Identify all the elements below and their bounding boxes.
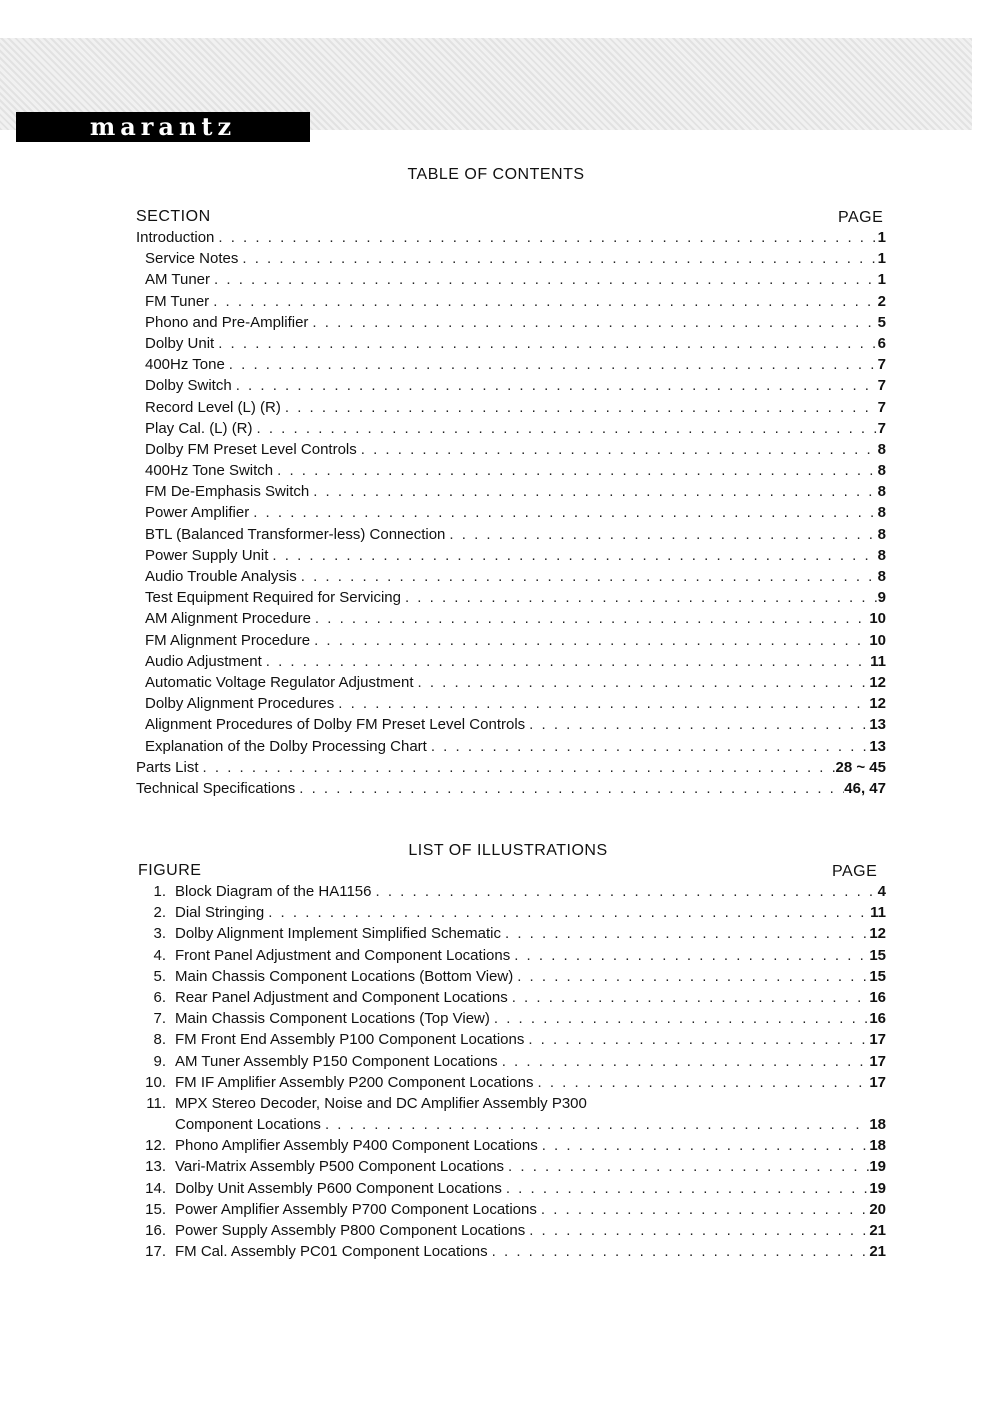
- dot-leader: [524, 1031, 869, 1048]
- toc-entry-label: Power Supply Unit: [145, 546, 269, 564]
- figure-entry: [136, 1010, 886, 1031]
- toc-page-number: 46, 47: [844, 779, 886, 797]
- toc-entry: [136, 420, 886, 441]
- figure-page-number: 12: [869, 925, 886, 943]
- figure-label: Power Supply Assembly P800 Component Locations: [175, 1222, 526, 1239]
- toc-entry: [136, 293, 886, 314]
- dot-leader: [513, 968, 869, 985]
- toc-page-number: 5: [877, 313, 886, 331]
- dot-leader: [232, 377, 878, 394]
- dot-leader: [210, 271, 878, 288]
- toc-entry: [136, 610, 886, 631]
- figure-number: 8.: [153, 1031, 166, 1049]
- dot-leader: [321, 1116, 869, 1133]
- toc-entry: [136, 356, 886, 377]
- toc-entry: [136, 653, 886, 674]
- dot-leader: [414, 674, 870, 691]
- figure-label: AM Tuner Assembly P150 Component Locations: [175, 1052, 498, 1070]
- figure-number: 6.: [153, 988, 166, 1006]
- dot-leader: [253, 420, 878, 437]
- toc-entry: [136, 250, 886, 271]
- toc-page-number: 7: [877, 356, 886, 374]
- toc-entry-label: Record Level (L) (R): [145, 398, 281, 416]
- dot-leader: [502, 1180, 869, 1197]
- toc-entry: [136, 632, 886, 653]
- figure-entry: [136, 1222, 886, 1243]
- figure-entry: [136, 1137, 886, 1158]
- figure-page-number: 11: [870, 904, 886, 922]
- figure-label: Block Diagram of the HA1156: [175, 883, 372, 900]
- dot-leader: [538, 1137, 870, 1154]
- brand-logo: [16, 112, 310, 142]
- toc-entry: [136, 462, 886, 483]
- figure-page-number: 19: [869, 1179, 886, 1197]
- toc-entry: [136, 441, 886, 462]
- toc-entry-label: Technical Specifications: [136, 779, 296, 797]
- toc-entry-label: Service Notes: [145, 250, 239, 268]
- figure-page-number: 17: [869, 1052, 886, 1070]
- toc-page-number: 7: [877, 419, 886, 437]
- dot-leader: [510, 947, 869, 964]
- toc-entry-label: AM Tuner: [145, 271, 211, 289]
- toc-entry: [136, 738, 886, 759]
- figure-page-number: 19: [869, 1158, 886, 1176]
- dot-leader: [214, 335, 877, 352]
- figure-number: 4.: [153, 946, 166, 964]
- toc-entry: [136, 335, 886, 356]
- dot-leader: [490, 1010, 869, 1027]
- toc-entry: [136, 759, 886, 780]
- toc-entry: [136, 526, 886, 547]
- figure-entry: [136, 947, 886, 968]
- illustrations-list: [136, 883, 886, 1264]
- toc-entry-label: Dolby FM Preset Level Controls: [145, 440, 357, 458]
- figure-entry: [136, 989, 886, 1010]
- figure-label: FM IF Amplifier Assembly P200 Component Locations: [175, 1073, 534, 1091]
- figure-label: Vari-Matrix Assembly P500 Component Locations: [175, 1158, 505, 1176]
- figure-label: Dolby Alignment Implement Simplified Schematic: [175, 925, 501, 943]
- toc-title: TABLE OF CONTENTS: [407, 166, 585, 183]
- figure-number: 16.: [145, 1222, 166, 1239]
- figure-number: 10.: [145, 1073, 166, 1091]
- toc-entry-label: Automatic Voltage Regulator Adjustment: [145, 673, 414, 691]
- toc-page-number: 13: [869, 737, 886, 755]
- toc-entry-label: Alignment Procedures of Dolby FM Preset Level Controls: [145, 716, 526, 734]
- figure-label: Main Chassis Component Locations (Bottom View): [175, 967, 514, 985]
- figure-entry: [136, 968, 886, 989]
- figure-number: 13.: [145, 1158, 166, 1176]
- toc-entry-label: FM De-Emphasis Switch: [145, 483, 310, 501]
- figure-label: Dolby Unit Assembly P600 Component Locations: [175, 1179, 502, 1197]
- dot-leader: [311, 610, 869, 627]
- figure-entry: [136, 1243, 886, 1264]
- dot-leader: [308, 314, 877, 331]
- dot-leader: [297, 568, 878, 585]
- dot-leader: [534, 1074, 870, 1091]
- illustrations-page-header: PAGE: [832, 863, 878, 880]
- toc-entry-label: BTL (Balanced Transformer-less) Connection: [145, 525, 446, 543]
- toc-entry-label: Power Amplifier: [145, 504, 250, 522]
- figure-number: 14.: [145, 1179, 166, 1197]
- toc-entry: [136, 377, 886, 398]
- toc-entry-label: AM Alignment Procedure: [145, 610, 311, 628]
- figure-page-number: 18: [869, 1116, 886, 1134]
- toc-entry: [136, 504, 886, 525]
- toc-page-number: 1: [877, 250, 886, 268]
- toc-page-number: 1: [877, 229, 886, 246]
- figure-page-number: 4: [877, 883, 886, 900]
- toc-entry: [136, 483, 886, 504]
- figure-entry: [136, 1180, 886, 1201]
- toc-page-number: 8: [877, 525, 886, 543]
- dot-leader: [537, 1201, 869, 1218]
- dot-leader: [501, 925, 869, 942]
- figure-number: 5.: [153, 967, 166, 985]
- figure-number: 11.: [146, 1094, 166, 1112]
- toc-entry-label: Phono and Pre-Amplifier: [145, 313, 309, 331]
- toc-entry: [136, 695, 886, 716]
- toc-page-number: 1: [877, 271, 886, 289]
- dot-leader: [262, 653, 870, 670]
- figure-number: 17.: [145, 1243, 166, 1261]
- toc-list: [136, 229, 886, 801]
- figure-label: Phono Amplifier Assembly P400 Component Locations: [175, 1137, 538, 1155]
- dot-leader: [214, 229, 877, 246]
- figure-label: Dial Stringing: [175, 904, 265, 922]
- figure-number: 1.: [153, 883, 166, 900]
- toc-entry-label: Audio Trouble Analysis: [145, 568, 297, 585]
- toc-entry-label: FM Tuner: [145, 292, 210, 310]
- figure-label: FM Front End Assembly P100 Component Locations: [175, 1031, 525, 1049]
- toc-entry-label: Play Cal. (L) (R): [145, 419, 253, 437]
- figure-label: FM Cal. Assembly PC01 Component Locations: [175, 1243, 488, 1261]
- toc-entry: [136, 229, 886, 250]
- figure-number: 15.: [145, 1200, 166, 1218]
- dot-leader: [504, 1158, 869, 1175]
- toc-page-number: 13: [869, 716, 886, 734]
- figure-page-number: 17: [869, 1031, 886, 1049]
- toc-entry: [136, 568, 886, 589]
- brand-logo-text: marantz: [89, 112, 237, 141]
- dot-leader: [249, 504, 877, 521]
- dot-leader: [445, 526, 877, 543]
- figure-label: Front Panel Adjustment and Component Locations: [175, 946, 511, 964]
- figure-label: Rear Panel Adjustment and Component Locations: [175, 988, 508, 1006]
- toc-entry: [136, 716, 886, 737]
- toc-section-header: SECTION: [136, 208, 211, 225]
- dot-leader: [238, 250, 877, 267]
- toc-entry: [136, 314, 886, 335]
- toc-page-number: 10: [869, 631, 886, 649]
- figure-header: FIGURE: [138, 862, 202, 879]
- figure-entry: [136, 883, 886, 904]
- figure-number: 3.: [153, 925, 166, 943]
- toc-page-number: 6: [877, 334, 886, 352]
- figure-entry: [136, 925, 886, 946]
- toc-page-number: 28 ~ 45: [835, 758, 886, 776]
- toc-entry-label: Parts List: [136, 758, 199, 776]
- toc-page-number: 8: [877, 546, 886, 564]
- toc-entry-label: 400Hz Tone: [145, 356, 225, 374]
- figure-number: 9.: [153, 1052, 166, 1070]
- toc-entry: [136, 674, 886, 695]
- dot-leader: [334, 695, 869, 712]
- toc-entry-label: Introduction: [136, 229, 215, 246]
- figure-page-number: 18: [869, 1137, 886, 1155]
- toc-page-number: 12: [869, 695, 886, 713]
- figure-page-number: 21: [869, 1243, 886, 1261]
- figure-number: 12.: [145, 1137, 166, 1155]
- toc-entry-label: Dolby Alignment Procedures: [145, 695, 335, 713]
- dot-leader: [209, 293, 877, 310]
- figure-entry: [136, 904, 886, 925]
- figure-entry: [136, 1095, 886, 1116]
- toc-entry-label: Dolby Switch: [145, 377, 232, 395]
- figure-label: Power Amplifier Assembly P700 Component Locations: [175, 1200, 537, 1218]
- toc-page-number: 2: [877, 292, 886, 310]
- figure-label: Component Locations: [175, 1116, 321, 1134]
- dot-leader: [295, 780, 844, 797]
- illustrations-title: LIST OF ILLUSTRATIONS: [408, 842, 608, 859]
- toc-entry: [136, 399, 886, 420]
- dot-leader: [225, 356, 878, 373]
- toc-entry-label: Test Equipment Required for Servicing: [145, 589, 401, 607]
- dot-leader: [508, 989, 870, 1006]
- dot-leader: [199, 759, 836, 776]
- dot-leader: [488, 1243, 870, 1260]
- figure-page-number: 21: [869, 1222, 886, 1239]
- toc-page-number: 8: [877, 504, 886, 522]
- toc-page-number: 8: [877, 483, 886, 501]
- figure-number: 2.: [153, 904, 166, 922]
- figure-entry: [136, 1116, 886, 1137]
- toc-page-number: 8: [877, 568, 886, 585]
- toc-page-number: 8: [877, 440, 886, 458]
- figure-entry: [136, 1053, 886, 1074]
- dot-leader: [309, 483, 877, 500]
- toc-entry: [136, 780, 886, 801]
- toc-entry: [136, 547, 886, 568]
- dot-leader: [525, 716, 869, 733]
- toc-entry: [136, 271, 886, 292]
- figure-page-number: 16: [869, 988, 886, 1006]
- figure-page-number: 20: [869, 1200, 886, 1218]
- toc-page-number: 7: [877, 398, 886, 416]
- figure-page-number: 16: [869, 1010, 886, 1028]
- figure-label: MPX Stereo Decoder, Noise and DC Amplifier Assembly P300: [175, 1094, 587, 1112]
- figure-entry: [136, 1201, 886, 1222]
- toc-page-number: 7: [877, 377, 886, 395]
- toc-page-number: 11: [870, 652, 886, 670]
- figure-entry: [136, 1074, 886, 1095]
- dot-leader: [310, 632, 869, 649]
- dot-leader: [268, 547, 877, 564]
- dot-leader: [273, 462, 878, 479]
- toc-page-number: 10: [869, 610, 886, 628]
- toc-entry-label: FM Alignment Procedure: [145, 631, 311, 649]
- figure-page-number: 15: [869, 967, 886, 985]
- toc-page-number: 8: [877, 462, 886, 480]
- toc-page-number: 12: [869, 673, 886, 691]
- toc-entry-label: 400Hz Tone Switch: [145, 462, 274, 480]
- toc-entry-label: Audio Adjustment: [145, 652, 262, 670]
- dot-leader: [264, 904, 870, 921]
- dot-leader: [372, 883, 878, 900]
- dot-leader: [525, 1222, 869, 1239]
- figure-entry: [136, 1031, 886, 1052]
- dot-leader: [357, 441, 878, 458]
- toc-page-header: PAGE: [838, 209, 884, 226]
- toc-entry: [136, 589, 886, 610]
- dot-leader: [427, 738, 869, 755]
- toc-entry-label: Dolby Unit: [145, 334, 215, 352]
- figure-page-number: 17: [869, 1073, 886, 1091]
- figure-number: 7.: [153, 1010, 166, 1028]
- figure-page-number: 15: [869, 946, 886, 964]
- toc-entry-label: Explanation of the Dolby Processing Chart: [145, 737, 427, 755]
- figure-entry: [136, 1158, 886, 1179]
- dot-leader: [401, 589, 878, 606]
- toc-page-number: 9: [877, 589, 886, 607]
- dot-leader: [281, 399, 878, 416]
- figure-label: Main Chassis Component Locations (Top View): [175, 1010, 490, 1028]
- dot-leader: [498, 1053, 870, 1070]
